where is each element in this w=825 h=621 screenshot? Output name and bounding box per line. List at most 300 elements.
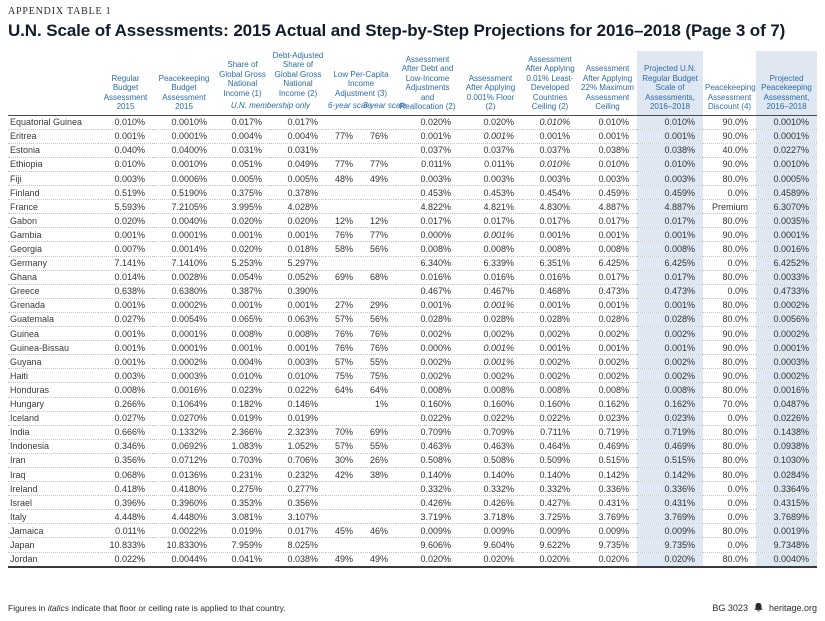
value-cell: 80.0% <box>722 244 748 255</box>
value-cell: 0.160% <box>420 399 451 410</box>
table-row <box>8 341 817 355</box>
value-cell <box>361 284 396 298</box>
value-cell: 0.0056% <box>756 312 817 326</box>
value-cell: 5.593% <box>114 201 145 212</box>
value-cell: 0.028% <box>637 312 703 326</box>
value-cell: 7.141% <box>114 258 145 269</box>
value-cell: 8.025% <box>287 539 318 550</box>
value-cell: 0.160% <box>539 399 570 410</box>
table-row <box>8 284 817 298</box>
table-header <box>8 51 817 115</box>
value-cell: 0.0054% <box>171 314 207 325</box>
value-cell: 0.162% <box>637 397 703 411</box>
column-header-after_debt_low_income: Assessment After Debt and Low-Income Adjustments and Reallocation (2) <box>399 55 456 112</box>
value-cell: 0.5190% <box>171 187 207 198</box>
table-row <box>8 327 817 341</box>
value-cell: 0.1030% <box>756 453 817 467</box>
value-cell: 38% <box>369 469 388 480</box>
value-cell <box>326 200 361 214</box>
value-cell: 76% <box>334 342 353 353</box>
country-cell: Jamaica <box>10 525 44 536</box>
column-header-country <box>8 51 98 115</box>
value-cell: 0.232% <box>287 469 318 480</box>
value-cell: 0.0001% <box>171 131 207 142</box>
value-cell: 0.001% <box>637 129 703 143</box>
value-cell: 0.052% <box>287 272 318 283</box>
value-cell: 0.146% <box>287 399 318 410</box>
table-row <box>8 228 817 242</box>
value-cell: 0.142% <box>637 467 703 481</box>
column-header-debt_adj_share: Debt-Adjusted Share of Global Gross National Income (2) <box>272 51 324 98</box>
value-cell: 90.0% <box>722 370 748 381</box>
value-cell: 0.007% <box>114 244 145 255</box>
value-cell: 0.0016% <box>171 384 207 395</box>
value-cell: 57% <box>334 356 353 367</box>
value-cell: 90.0% <box>722 159 748 170</box>
value-cell: 0.332% <box>539 483 570 494</box>
column-header-reg2015: Regular Budget Assessment 2015 <box>103 73 148 112</box>
value-cell: 77% <box>369 229 388 240</box>
table-row <box>8 467 817 481</box>
value-cell: 0.001% <box>598 342 629 353</box>
value-cell: 80.0% <box>722 384 748 395</box>
value-cell: 0.001% <box>637 341 703 355</box>
value-cell: 0.028% <box>420 314 451 325</box>
value-cell: 0.038% <box>637 143 703 157</box>
value-cell: 0.396% <box>114 497 145 508</box>
value-cell: 0.001% <box>598 229 629 240</box>
value-cell <box>326 284 361 298</box>
value-cell: 0.0938% <box>756 439 817 453</box>
value-cell: 4.448% <box>114 511 145 522</box>
value-cell: 0.002% <box>539 356 570 367</box>
value-cell: 0.140% <box>539 469 570 480</box>
value-cell: 48% <box>334 173 353 184</box>
country-cell: Guyana <box>10 356 42 367</box>
table-row <box>8 143 817 157</box>
value-cell <box>326 482 361 496</box>
value-cell <box>326 256 361 270</box>
value-cell: 0.038% <box>287 554 318 565</box>
value-cell: 0.008% <box>114 384 145 395</box>
value-cell: 68% <box>369 272 388 283</box>
value-cell: 0.002% <box>637 369 703 383</box>
italics-footnote: Figures in italics indicate that floor or ceiling rate is applied to that country. <box>8 602 286 613</box>
value-cell: 0.0% <box>727 286 748 297</box>
value-cell: 80.0% <box>722 300 748 311</box>
value-cell: 0.277% <box>287 483 318 494</box>
value-cell: 0.005% <box>231 173 262 184</box>
value-cell: 0.3960% <box>171 497 207 508</box>
value-cell: 0.4315% <box>756 496 817 510</box>
value-cell: 70.0% <box>722 399 748 410</box>
value-cell: 0.515% <box>637 453 703 467</box>
table-row <box>8 270 817 284</box>
value-cell: 0.140% <box>420 469 451 480</box>
value-cell: 0.037% <box>483 145 514 156</box>
value-cell: 0.001% <box>287 300 318 311</box>
value-cell: 0.719% <box>598 427 629 438</box>
value-cell: 6.425% <box>598 258 629 269</box>
value-cell <box>326 496 361 510</box>
source-line <box>712 602 817 613</box>
value-cell: 45% <box>334 525 353 536</box>
value-cell: 27% <box>334 300 353 311</box>
value-cell: 0.023% <box>637 411 703 425</box>
value-cell: 0.020% <box>483 554 514 565</box>
value-cell: 3.995% <box>231 201 262 212</box>
value-cell: 7.1410% <box>171 258 207 269</box>
value-cell: 0.002% <box>598 356 629 367</box>
value-cell: 0.387% <box>231 286 262 297</box>
value-cell: 0.019% <box>231 413 262 424</box>
value-cell: 0.453% <box>420 187 451 198</box>
value-cell: 0.020% <box>287 215 318 226</box>
value-cell: 0.0005% <box>756 172 817 186</box>
country-cell: Israel <box>10 497 33 508</box>
value-cell: 0.459% <box>637 186 703 200</box>
value-cell: 0.0001% <box>171 328 207 339</box>
value-cell: 77% <box>334 159 353 170</box>
value-cell: 0.003% <box>539 173 570 184</box>
value-cell: 0.0002% <box>756 327 817 341</box>
country-cell: Iran <box>10 455 26 466</box>
value-cell: 0.0% <box>727 258 748 269</box>
value-cell: 0.0035% <box>756 214 817 228</box>
value-cell: 0.0003% <box>756 355 817 369</box>
column-header-pk_discount: Peacekeeping Assessment Discount (4) <box>705 83 756 112</box>
value-cell: 6.351% <box>539 258 570 269</box>
value-cell: 0.709% <box>483 427 514 438</box>
value-cell: 0.009% <box>539 525 570 536</box>
column-header-after_ldc_ceiling: Assessment After Applying 0.01% Least-Developed Countries Ceiling (2) <box>525 55 575 112</box>
value-cell: 0.002% <box>637 355 703 369</box>
value-cell <box>361 496 396 510</box>
column-header-after_max_ceiling: Assessment After Applying 22% Maximum Assessment Ceiling <box>581 64 634 112</box>
value-cell: 0.049% <box>287 159 318 170</box>
country-cell: Guinea <box>10 328 40 339</box>
value-cell: 0.037% <box>539 145 570 156</box>
country-cell: Guinea-Bissau <box>10 342 70 353</box>
value-cell: 58% <box>334 244 353 255</box>
value-cell: 0.001% <box>114 356 145 367</box>
value-cell: 0.001% <box>483 342 514 353</box>
sub-header-six-year: 6-year scale <box>328 101 372 111</box>
value-cell: 0.011% <box>421 159 451 170</box>
value-cell <box>326 510 361 524</box>
value-cell <box>326 397 361 411</box>
value-cell: 0.008% <box>539 384 570 395</box>
value-cell: 0.0016% <box>756 383 817 397</box>
value-cell: 2.323% <box>287 427 318 438</box>
value-cell: 0.017% <box>231 117 262 128</box>
value-cell <box>361 200 396 214</box>
value-cell: 0.002% <box>598 370 629 381</box>
value-cell: 0.0010% <box>756 115 817 129</box>
value-cell: 0.065% <box>231 314 262 325</box>
value-cell: 0.008% <box>637 383 703 397</box>
value-cell: 80.0% <box>722 356 748 367</box>
table-row <box>8 397 817 411</box>
country-cell: Iceland <box>10 413 40 424</box>
country-cell: Eritrea <box>10 131 37 142</box>
value-cell: 80.0% <box>722 173 748 184</box>
value-cell: 0.426% <box>420 497 451 508</box>
value-cell: 9.622% <box>539 539 570 550</box>
value-cell: 57% <box>334 441 353 452</box>
value-cell: 0.008% <box>420 384 451 395</box>
value-cell: 0.019% <box>287 413 318 424</box>
value-cell: 0.142% <box>598 469 629 480</box>
value-cell: 0.3364% <box>756 482 817 496</box>
value-cell: 4.4480% <box>171 511 207 522</box>
value-cell: 0.002% <box>420 328 451 339</box>
value-cell: 0.002% <box>483 370 514 381</box>
value-cell: 0.0692% <box>171 441 207 452</box>
value-cell: 0.008% <box>483 384 514 395</box>
value-cell: 0.467% <box>420 286 451 297</box>
value-cell: 0.017% <box>598 272 629 283</box>
value-cell: 0.0712% <box>171 455 207 466</box>
value-cell: 0.016% <box>483 272 514 283</box>
value-cell: Premium <box>711 201 748 212</box>
value-cell: 0.4180% <box>171 483 207 494</box>
value-cell: 0.182% <box>231 399 262 410</box>
value-cell: 4.822% <box>420 201 451 212</box>
value-cell: 30% <box>334 455 353 466</box>
value-cell: 46% <box>369 525 388 536</box>
value-cell: 0.0% <box>727 539 748 550</box>
value-cell: 80.0% <box>722 427 748 438</box>
value-cell: 3.081% <box>231 511 262 522</box>
table-row <box>8 242 817 256</box>
country-cell: Georgia <box>10 244 43 255</box>
value-cell: 29% <box>369 300 388 311</box>
value-cell: 0.453% <box>483 187 514 198</box>
value-cell: 0.017% <box>637 214 703 228</box>
value-cell: 0.003% <box>637 172 703 186</box>
value-cell: 90.0% <box>722 229 748 240</box>
country-cell: Guatemala <box>10 314 55 325</box>
value-cell: 0.020% <box>598 554 629 565</box>
value-cell: 0.010% <box>598 117 629 128</box>
value-cell: 1.083% <box>231 441 262 452</box>
value-cell: 0.0002% <box>756 298 817 312</box>
value-cell: 0.002% <box>420 370 451 381</box>
value-cell: 90.0% <box>722 117 748 128</box>
value-cell: 0.426% <box>483 497 514 508</box>
page-footer <box>8 602 817 613</box>
value-cell: 0.454% <box>539 187 570 198</box>
value-cell: 12% <box>334 215 353 226</box>
value-cell: 6.339% <box>483 258 514 269</box>
value-cell: 0.431% <box>598 497 629 508</box>
value-cell: 0.001% <box>598 131 629 142</box>
country-cell: Japan <box>10 539 35 550</box>
value-cell: 0.275% <box>231 483 262 494</box>
value-cell: 6.425% <box>637 256 703 270</box>
value-cell: 64% <box>369 384 388 395</box>
value-cell: 0.020% <box>539 554 570 565</box>
table-row <box>8 510 817 524</box>
source-url: heritage.org <box>768 602 817 613</box>
value-cell: 6.3070% <box>756 200 817 214</box>
value-cell: 55% <box>369 441 388 452</box>
value-cell: 0.162% <box>598 399 629 410</box>
value-cell: 0.336% <box>637 482 703 496</box>
value-cell: 0.023% <box>231 384 262 395</box>
value-cell: 0.054% <box>231 272 262 283</box>
table-row <box>8 298 817 312</box>
value-cell: 56% <box>369 314 388 325</box>
value-cell: 0.266% <box>114 399 145 410</box>
value-cell: 0.022% <box>420 413 451 424</box>
value-cell: 0.019% <box>231 525 262 536</box>
value-cell: 5.297% <box>287 258 318 269</box>
value-cell <box>361 143 396 157</box>
value-cell: 0.020% <box>420 554 451 565</box>
country-cell: Honduras <box>10 384 50 395</box>
value-cell: 9.7348% <box>756 538 817 552</box>
value-cell: 0.009% <box>420 525 451 536</box>
value-cell: 0.0% <box>727 497 748 508</box>
value-cell: 0.022% <box>539 413 570 424</box>
value-cell: 0.431% <box>637 496 703 510</box>
value-cell: 0.0002% <box>171 300 207 311</box>
value-cell: 0.469% <box>637 439 703 453</box>
value-cell: 12% <box>369 215 388 226</box>
value-cell: 70% <box>334 427 353 438</box>
value-cell: 10.833% <box>109 539 145 550</box>
value-cell: 0.001% <box>114 300 145 311</box>
value-cell: 3.769% <box>598 511 629 522</box>
value-cell: 0.000% <box>420 229 451 240</box>
table-row <box>8 129 817 143</box>
value-cell: 10.8330% <box>166 539 207 550</box>
value-cell: 0.1064% <box>171 399 207 410</box>
table-row <box>8 172 817 186</box>
value-cell: 0.020% <box>231 215 262 226</box>
value-cell: 0.003% <box>483 173 514 184</box>
table-row <box>8 200 817 214</box>
column-header-projected_pk: Projected Peacekeeping Assessment, 2016–2018 <box>756 51 817 115</box>
table-row <box>8 214 817 228</box>
value-cell: 0.009% <box>637 524 703 538</box>
value-cell: 77% <box>369 159 388 170</box>
value-cell: 3.107% <box>287 511 318 522</box>
value-cell: 0.709% <box>420 427 451 438</box>
value-cell: 0.418% <box>114 483 145 494</box>
value-cell: 26% <box>369 455 388 466</box>
table-row <box>8 496 817 510</box>
value-cell: 0.020% <box>483 117 514 128</box>
value-cell: 0.515% <box>598 455 629 466</box>
value-cell: 0.017% <box>420 215 451 226</box>
table-row <box>8 411 817 425</box>
value-cell: 0.4589% <box>756 186 817 200</box>
report-id: BG 3023 <box>712 602 748 613</box>
value-cell: 0.508% <box>420 455 451 466</box>
value-cell: 0.0400% <box>171 145 207 156</box>
value-cell: 0.040% <box>114 145 145 156</box>
value-cell: 0.0001% <box>171 342 207 353</box>
value-cell: 0.0% <box>727 483 748 494</box>
value-cell: 3.769% <box>637 510 703 524</box>
value-cell: 0.0010% <box>756 157 817 171</box>
value-cell: 0.001% <box>114 131 145 142</box>
value-cell: 0.0028% <box>171 272 207 283</box>
value-cell: 0.001% <box>539 229 570 240</box>
value-cell: 0.016% <box>539 272 570 283</box>
value-cell: 0.010% <box>287 370 318 381</box>
value-cell: 0.001% <box>539 300 570 311</box>
value-cell: 0.010% <box>539 159 570 170</box>
value-cell: 0.390% <box>287 286 318 297</box>
value-cell: 0.001% <box>637 228 703 242</box>
value-cell: 0.001% <box>483 131 514 142</box>
value-cell: 0.005% <box>287 173 318 184</box>
value-cell: 0.001% <box>539 131 570 142</box>
value-cell: 0.002% <box>637 327 703 341</box>
value-cell: 0.051% <box>231 159 262 170</box>
heritage-bell-icon <box>753 602 764 613</box>
value-cell: 0.353% <box>231 497 262 508</box>
table-body <box>8 115 817 567</box>
value-cell: 0.711% <box>540 427 570 438</box>
country-cell: Indonesia <box>10 441 50 452</box>
value-cell: 4.028% <box>287 201 318 212</box>
value-cell: 0.004% <box>231 131 262 142</box>
appendix-table-label: APPENDIX TABLE 1 <box>8 6 112 17</box>
value-cell: 7.959% <box>231 539 262 550</box>
value-cell: 90.0% <box>722 131 748 142</box>
value-cell: 0.001% <box>539 342 570 353</box>
value-cell: 0.020% <box>231 244 262 255</box>
value-cell: 80.0% <box>722 455 748 466</box>
value-cell: 0.016% <box>420 272 451 283</box>
value-cell: 0.0284% <box>756 467 817 481</box>
value-cell: 76% <box>369 342 388 353</box>
value-cell: 77% <box>334 131 353 142</box>
value-cell: 0.0002% <box>756 369 817 383</box>
table-row <box>8 552 817 567</box>
table-row <box>8 312 817 326</box>
value-cell: 0.508% <box>483 455 514 466</box>
value-cell: 0.022% <box>483 413 514 424</box>
value-cell: 0.063% <box>287 314 318 325</box>
column-header-after_floor: Assessment After Applying 0.001% Floor (2) <box>465 73 516 112</box>
value-cell: 0.001% <box>231 342 262 353</box>
value-cell: 40.0% <box>722 145 748 156</box>
value-cell: 0.017% <box>287 525 318 536</box>
value-cell: 0.473% <box>637 284 703 298</box>
value-cell: 0.008% <box>287 328 318 339</box>
value-cell: 80.0% <box>722 272 748 283</box>
value-cell: 0.002% <box>539 370 570 381</box>
value-cell <box>361 186 396 200</box>
value-cell: 0.0044% <box>171 554 207 565</box>
value-cell: 0.003% <box>420 173 451 184</box>
value-cell: 0.0002% <box>171 356 207 367</box>
value-cell: 2.366% <box>231 427 262 438</box>
country-cell: Gambia <box>10 229 42 240</box>
value-cell: 76% <box>334 328 353 339</box>
country-cell: Ireland <box>10 483 38 494</box>
value-cell: 0.346% <box>114 441 145 452</box>
value-cell: 0.010% <box>231 370 262 381</box>
value-cell: 3.719% <box>420 511 451 522</box>
value-cell: 0.638% <box>114 286 145 297</box>
